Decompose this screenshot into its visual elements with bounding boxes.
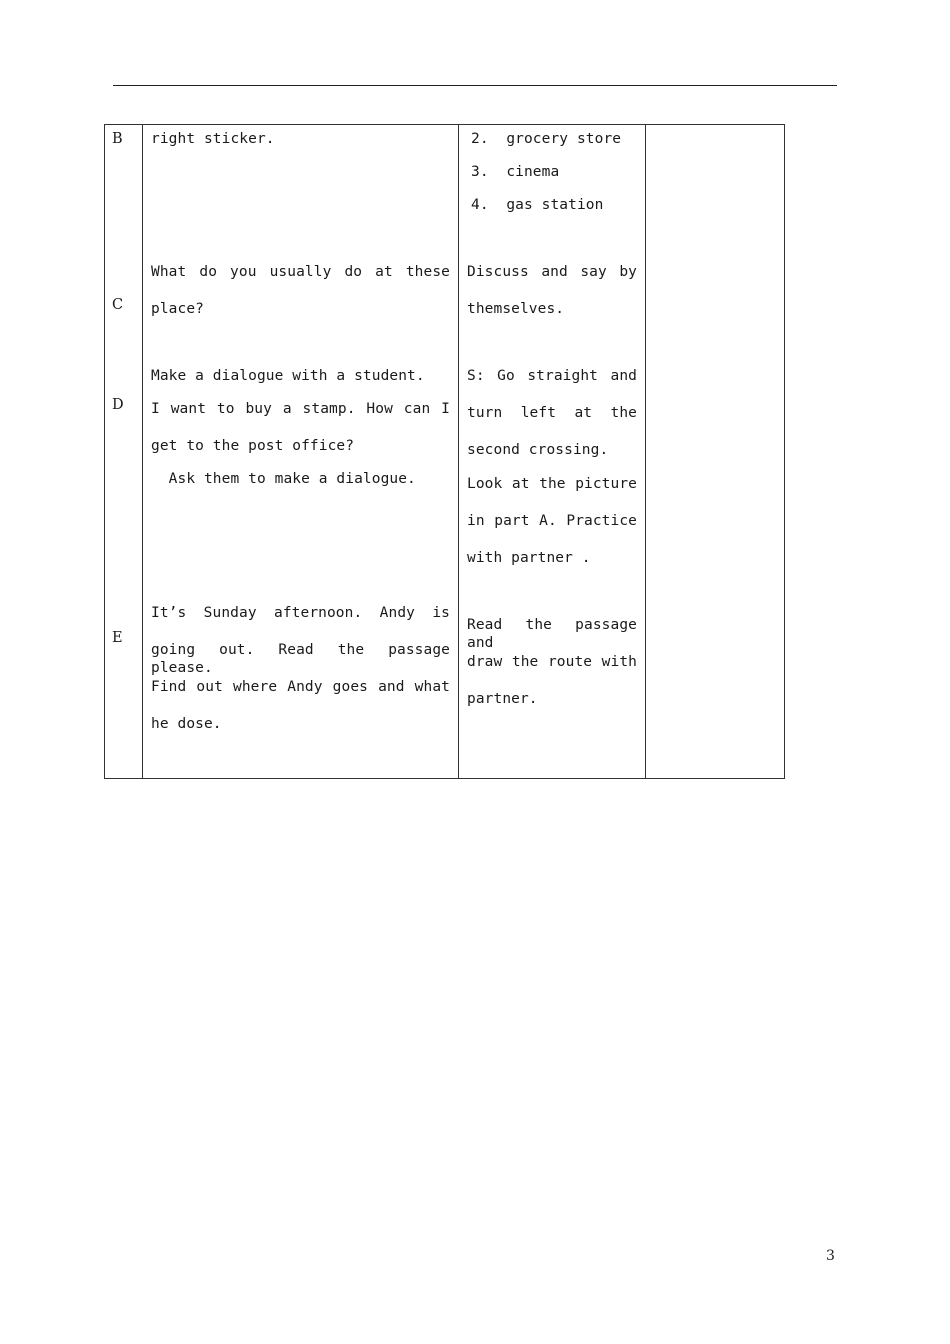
student-text-b: 2. grocery store [471,131,622,147]
teacher-text-e: It’s Sunday afternoon. Andy is [151,605,450,621]
student-text-d: in part A. Practice [467,513,637,529]
teacher-text-d: I want to buy a stamp. How can I [151,401,450,417]
teacher-text-c: What do you usually do at these [151,264,450,280]
student-text-d: Look at the picture [467,476,637,492]
student-text-d: turn left at the [467,405,637,421]
student-text-d: second crossing. [467,442,609,458]
column-divider [458,125,459,778]
teacher-text-e: going out. Read the passage please. [151,642,450,676]
teacher-text-e: Find out where Andy goes and what [151,679,450,695]
row-label-e: E [112,630,123,646]
teacher-text-e: he dose. [151,716,222,732]
teacher-text-d: Make a dialogue with a student. [151,368,425,384]
row-label-d: D [112,397,124,413]
column-divider [645,125,646,778]
student-text-c: Discuss and say by [467,264,637,280]
student-text-b: 4. gas station [471,197,604,213]
student-text-d: with partner . [467,550,591,566]
student-text-d: S: Go straight and [467,368,637,384]
teacher-text-b: right sticker. [151,131,275,147]
student-text-c: themselves. [467,301,565,317]
row-label-b: B [112,131,123,147]
student-text-b: 3. cinema [471,164,560,180]
teacher-text-d: get to the post office? [151,438,355,454]
column-divider [142,125,143,778]
student-text-e: partner. [467,691,538,707]
page-number: 3 [826,1248,835,1264]
student-text-e: draw the route with [467,654,637,670]
teacher-text-d: Ask them to make a dialogue. [151,471,416,487]
header-rule [113,85,837,86]
row-label-c: C [112,297,124,313]
teacher-text-c: place? [151,301,204,317]
student-text-e: Read the passage and [467,617,637,651]
